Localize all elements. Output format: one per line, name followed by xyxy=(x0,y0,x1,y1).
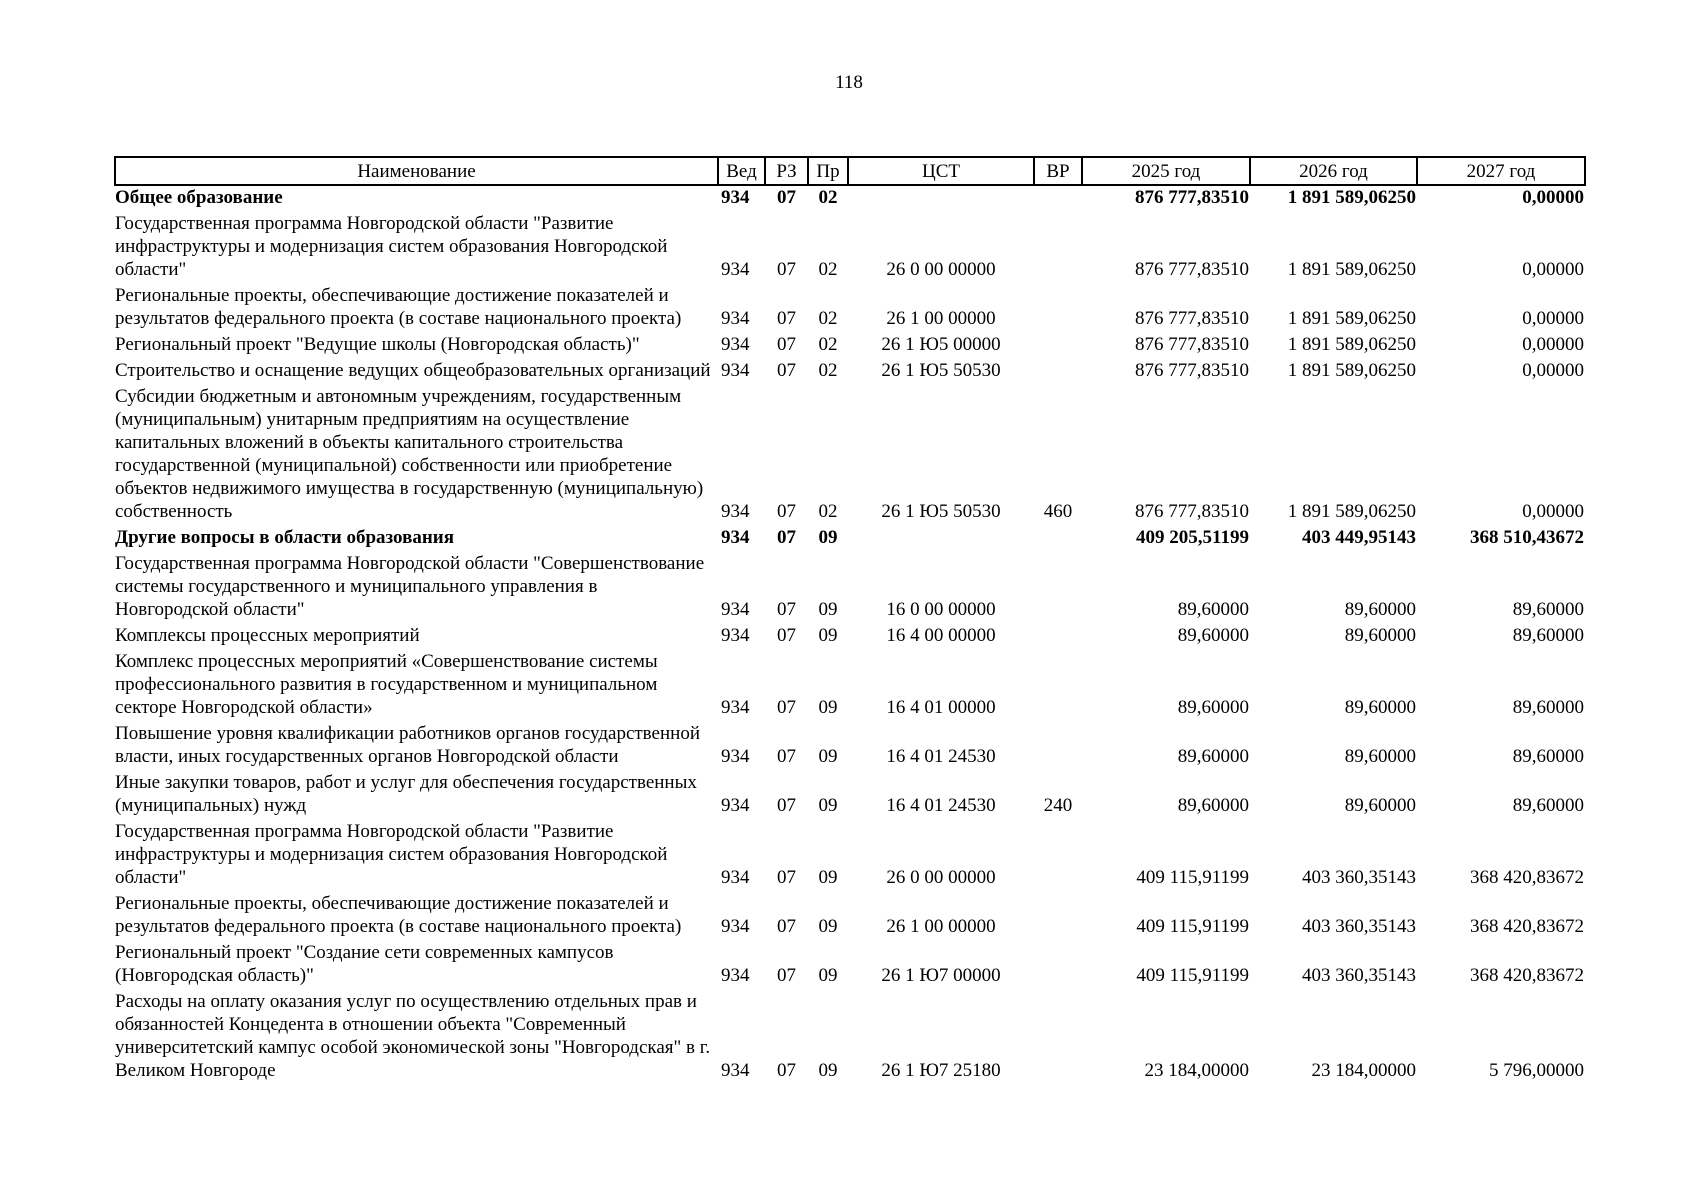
row-pr: 02 xyxy=(818,334,838,355)
row-2025: 409 205,51199 xyxy=(1136,527,1249,548)
row-2025: 876 777,83510 xyxy=(1135,187,1249,208)
row-vr: 240 xyxy=(1043,795,1073,816)
page-number: 118 xyxy=(835,72,863,93)
row-2025: 409 115,91199 xyxy=(1136,916,1249,937)
row-pr: 02 xyxy=(818,360,838,381)
row-rz: 07 xyxy=(777,527,796,548)
row-2025: 876 777,83510 xyxy=(1135,308,1249,329)
row-2027: 89,60000 xyxy=(1512,599,1584,620)
row-2026: 403 360,35143 xyxy=(1302,916,1416,937)
row-ved: 934 xyxy=(721,1060,750,1081)
row-2025: 23 184,00000 xyxy=(1144,1060,1249,1081)
row-2027: 0,00000 xyxy=(1522,334,1584,355)
row-vr xyxy=(1034,624,1082,650)
row-cst: 26 1 Ю7 25180 xyxy=(881,1060,1001,1081)
row-ved: 934 xyxy=(721,746,750,767)
row-2027: 368 420,83672 xyxy=(1470,867,1584,888)
row-2026: 89,60000 xyxy=(1344,625,1416,646)
row-2026: 89,60000 xyxy=(1344,697,1416,718)
row-ved: 934 xyxy=(721,259,750,280)
row-vr xyxy=(1034,722,1082,771)
row-ved: 934 xyxy=(721,599,750,620)
header-cst: ЦСТ xyxy=(848,157,1034,185)
row-vr xyxy=(1034,359,1082,385)
table-row xyxy=(115,359,1585,385)
row-2027: 89,60000 xyxy=(1512,625,1584,646)
row-vr xyxy=(1034,650,1082,722)
row-2026: 1 891 589,06250 xyxy=(1287,187,1416,208)
row-vr xyxy=(1034,526,1082,552)
table-row xyxy=(115,722,1585,771)
row-2026: 403 360,35143 xyxy=(1302,965,1416,986)
row-cst: 26 0 00 00000 xyxy=(886,867,996,888)
row-name: Региональные проекты, обеспечивающие достижение показателей и результатов федерального проекта (в составе национального проекта) xyxy=(115,285,682,329)
row-name: Региональный проект "Ведущие школы (Новгородская область)" xyxy=(115,334,640,355)
row-name: Расходы на оплату оказания услуг по осуществлению отдельных прав и обязанностей Концедента в отношении объекта "Современный университетский кампус особой экономической зоны "Новгородская" в г. Великом Новгороде xyxy=(115,991,711,1081)
row-rz: 07 xyxy=(777,599,796,620)
row-cst: 16 4 01 24530 xyxy=(886,795,996,816)
row-ved: 934 xyxy=(721,501,750,522)
row-ved: 934 xyxy=(721,697,750,718)
row-rz: 07 xyxy=(777,916,796,937)
row-pr: 02 xyxy=(818,187,838,208)
row-2025: 876 777,83510 xyxy=(1135,334,1249,355)
row-vr xyxy=(1034,892,1082,941)
row-cst: 26 1 Ю5 00000 xyxy=(881,334,1001,355)
row-vr xyxy=(1034,552,1082,624)
table-row xyxy=(115,552,1585,624)
row-2026: 1 891 589,06250 xyxy=(1287,501,1416,522)
table-row xyxy=(115,650,1585,722)
row-cst: 26 1 Ю5 50530 xyxy=(881,360,1001,381)
row-2026: 403 360,35143 xyxy=(1302,867,1416,888)
row-2026: 1 891 589,06250 xyxy=(1287,308,1416,329)
table-row xyxy=(115,185,1585,212)
row-cst: 16 0 00 00000 xyxy=(886,599,996,620)
row-cst: 26 1 00 00000 xyxy=(886,308,996,329)
row-2027: 0,00000 xyxy=(1522,308,1584,329)
row-pr: 02 xyxy=(818,308,838,329)
row-2027: 368 510,43672 xyxy=(1470,527,1584,548)
row-ved: 934 xyxy=(721,527,750,548)
table-row xyxy=(115,771,1585,820)
table-row xyxy=(115,941,1585,990)
row-cst: 16 4 01 00000 xyxy=(886,697,996,718)
row-vr xyxy=(1034,212,1082,284)
row-rz: 07 xyxy=(777,360,796,381)
row-2026: 403 449,95143 xyxy=(1302,527,1416,548)
table-row xyxy=(115,333,1585,359)
table-header-row xyxy=(115,157,1585,185)
row-name: Региональный проект "Создание сети современных кампусов (Новгородская область)" xyxy=(115,942,614,986)
row-2027: 0,00000 xyxy=(1522,360,1584,381)
row-ved: 934 xyxy=(721,334,750,355)
row-vr xyxy=(1034,284,1082,333)
row-name: Субсидии бюджетным и автономным учреждениям, государственным (муниципальным) унитарным предприятиям на осуществление капитальных вложений в объекты капитального строительства государственной (муниципальной) собственности или приобретение объектов недвижимого имущества в государственную (муниципальную) собственность xyxy=(115,386,704,522)
row-vr xyxy=(1034,333,1082,359)
row-2025: 89,60000 xyxy=(1177,599,1249,620)
row-2026: 1 891 589,06250 xyxy=(1287,259,1416,280)
row-2025: 409 115,91199 xyxy=(1136,867,1249,888)
row-pr: 09 xyxy=(818,916,838,937)
row-name: Общее образование xyxy=(115,187,283,208)
row-pr: 02 xyxy=(818,259,838,280)
row-cst xyxy=(848,526,1034,552)
row-name: Строительство и оснащение ведущих общеобразовательных организаций xyxy=(115,360,711,381)
row-cst: 16 4 00 00000 xyxy=(886,625,996,646)
row-rz: 07 xyxy=(777,259,796,280)
row-ved: 934 xyxy=(721,308,750,329)
header-ved: Вед xyxy=(718,157,765,185)
row-2025: 89,60000 xyxy=(1177,746,1249,767)
header-rz: РЗ xyxy=(765,157,808,185)
header-name: Наименование xyxy=(115,157,718,185)
row-2027: 368 420,83672 xyxy=(1470,965,1584,986)
row-rz: 07 xyxy=(777,501,796,522)
row-2025: 89,60000 xyxy=(1177,625,1249,646)
table-row xyxy=(115,820,1585,892)
row-pr: 02 xyxy=(818,501,838,522)
row-ved: 934 xyxy=(721,867,750,888)
row-rz: 07 xyxy=(777,625,796,646)
row-cst: 26 1 Ю5 50530 xyxy=(881,501,1001,522)
row-ved: 934 xyxy=(721,187,750,208)
row-vr: 460 xyxy=(1043,501,1073,522)
row-name: Повышение уровня квалификации работников органов государственной власти, иных государственных органов Новгородской области xyxy=(115,723,700,767)
row-cst: 26 1 00 00000 xyxy=(886,916,996,937)
row-name: Региональные проекты, обеспечивающие достижение показателей и результатов федерального проекта (в составе национального проекта) xyxy=(115,893,682,937)
row-2025: 89,60000 xyxy=(1177,795,1249,816)
row-ved: 934 xyxy=(721,360,750,381)
row-pr: 09 xyxy=(818,795,838,816)
row-2025: 89,60000 xyxy=(1177,697,1249,718)
row-rz: 07 xyxy=(777,697,796,718)
row-cst xyxy=(848,185,1034,212)
row-2027: 89,60000 xyxy=(1512,746,1584,767)
row-ved: 934 xyxy=(721,625,750,646)
row-2026: 89,60000 xyxy=(1344,599,1416,620)
row-name: Другие вопросы в области образования xyxy=(115,527,455,548)
row-name: Комплексы процессных мероприятий xyxy=(115,625,420,646)
row-pr: 09 xyxy=(818,625,838,646)
row-vr xyxy=(1034,941,1082,990)
row-vr xyxy=(1034,990,1082,1085)
row-rz: 07 xyxy=(777,867,796,888)
table-row xyxy=(115,526,1585,552)
row-pr: 09 xyxy=(818,697,838,718)
row-name: Государственная программа Новгородской области "Совершенствование системы государственного и муниципального управления в Новгородской области" xyxy=(115,553,705,620)
row-rz: 07 xyxy=(777,795,796,816)
row-2027: 0,00000 xyxy=(1522,187,1584,208)
row-rz: 07 xyxy=(777,1060,796,1081)
row-ved: 934 xyxy=(721,795,750,816)
table-row xyxy=(115,892,1585,941)
budget-table xyxy=(114,156,1586,1085)
row-ved: 934 xyxy=(721,965,750,986)
row-2027: 89,60000 xyxy=(1512,697,1584,718)
row-2025: 876 777,83510 xyxy=(1135,501,1249,522)
row-cst: 26 1 Ю7 00000 xyxy=(881,965,1001,986)
row-rz: 07 xyxy=(777,334,796,355)
row-cst: 16 4 01 24530 xyxy=(886,746,996,767)
table-row xyxy=(115,990,1585,1085)
row-2027: 0,00000 xyxy=(1522,259,1584,280)
row-pr: 09 xyxy=(818,965,838,986)
row-pr: 09 xyxy=(818,527,838,548)
table-row xyxy=(115,624,1585,650)
row-name: Иные закупки товаров, работ и услуг для обеспечения государственных (муниципальных) нужд xyxy=(115,772,697,816)
row-rz: 07 xyxy=(777,308,796,329)
row-name: Государственная программа Новгородской области "Развитие инфраструктуры и модернизация систем образования Новгородской области" xyxy=(115,213,668,280)
row-2026: 23 184,00000 xyxy=(1311,1060,1416,1081)
header-2027: 2027 год xyxy=(1417,157,1585,185)
row-pr: 09 xyxy=(818,867,838,888)
header-vr: ВР xyxy=(1034,157,1082,185)
header-pr: Пр xyxy=(808,157,848,185)
row-2026: 89,60000 xyxy=(1344,795,1416,816)
row-vr xyxy=(1034,820,1082,892)
row-name: Государственная программа Новгородской области "Развитие инфраструктуры и модернизация систем образования Новгородской области" xyxy=(115,821,668,888)
row-name: Комплекс процессных мероприятий «Совершенствование системы профессионального развития в государственном и муниципальном секторе Новгородской области» xyxy=(115,651,658,718)
row-2026: 1 891 589,06250 xyxy=(1287,360,1416,381)
row-rz: 07 xyxy=(777,187,796,208)
row-pr: 09 xyxy=(818,746,838,767)
row-ved: 934 xyxy=(721,916,750,937)
header-2025: 2025 год xyxy=(1082,157,1250,185)
row-2027: 0,00000 xyxy=(1522,501,1584,522)
row-2027: 5 796,00000 xyxy=(1489,1060,1584,1081)
row-vr xyxy=(1034,185,1082,212)
table-row xyxy=(115,284,1585,333)
row-2025: 409 115,91199 xyxy=(1136,965,1249,986)
row-2025: 876 777,83510 xyxy=(1135,360,1249,381)
row-2027: 368 420,83672 xyxy=(1470,916,1584,937)
row-rz: 07 xyxy=(777,965,796,986)
table-row xyxy=(115,212,1585,284)
row-rz: 07 xyxy=(777,746,796,767)
row-2026: 89,60000 xyxy=(1344,746,1416,767)
row-2025: 876 777,83510 xyxy=(1135,259,1249,280)
row-2027: 89,60000 xyxy=(1512,795,1584,816)
row-pr: 09 xyxy=(818,599,838,620)
row-pr: 09 xyxy=(818,1060,838,1081)
table-row xyxy=(115,385,1585,526)
header-2026: 2026 год xyxy=(1250,157,1417,185)
row-2026: 1 891 589,06250 xyxy=(1287,334,1416,355)
row-cst: 26 0 00 00000 xyxy=(886,259,996,280)
